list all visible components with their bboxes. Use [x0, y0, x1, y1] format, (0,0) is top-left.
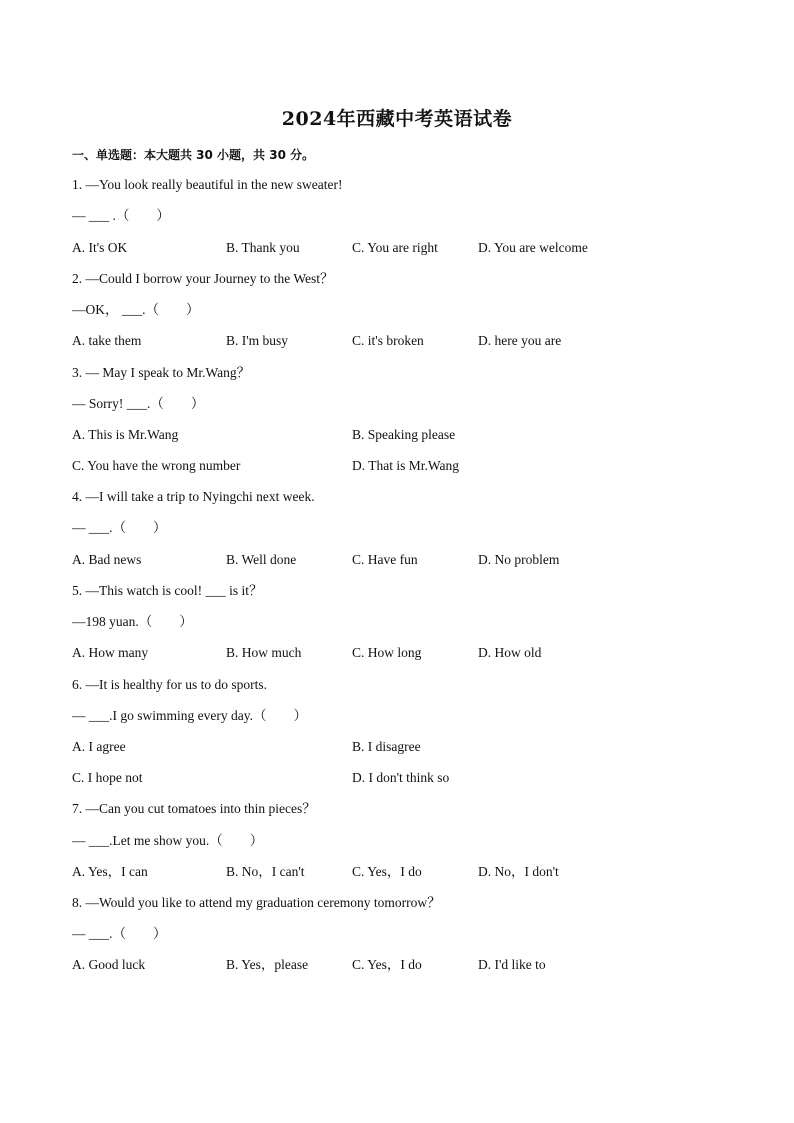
option-c: C. Yes，I do [352, 864, 422, 879]
section-heading: 一、单选题：本大题共 30 小题，共 30 分。 [72, 148, 315, 162]
question-stem: 4. —I will take a trip to Nyingchi next week. [72, 489, 315, 504]
option-b: B. Speaking please [352, 427, 456, 442]
question-reply: — ___ .（ ） [72, 208, 170, 223]
question-stem: 5. —This watch is cool! ___ is it？ [72, 583, 263, 598]
option-c: C. I hope not [72, 770, 143, 785]
option-a: A. It's OK [72, 240, 128, 255]
question-stem: 2. —Could I borrow your Journey to the West？ [72, 271, 334, 286]
question-stem: 1. —You look really beautiful in the new sweater! [72, 177, 343, 192]
option-b: B. Well done [226, 552, 297, 567]
option-b: B. Thank you [226, 240, 300, 255]
question-stem: 7. —Can you cut tomatoes into thin pieces？ [72, 801, 316, 816]
question-reply: —OK， ___.（ ） [72, 302, 200, 317]
option-b: B. I disagree [352, 739, 421, 754]
option-d: D. How old [478, 645, 542, 660]
option-b: B. Yes，please [226, 957, 309, 972]
page-title: 2024年西藏中考英语试卷 [281, 108, 513, 130]
option-c: C. Have fun [352, 552, 418, 567]
question-stem: 6. —It is healthy for us to do sports. [72, 677, 267, 692]
question-stem: 8. —Would you like to attend my graduation ceremony tomorrow？ [72, 895, 441, 910]
option-a: A. take them [72, 333, 142, 348]
option-c: C. Yes，I do [352, 957, 422, 972]
option-d: D. here you are [478, 333, 562, 348]
option-b: B. How much [226, 645, 302, 660]
option-a: A. Good luck [72, 957, 146, 972]
option-d: D. No problem [478, 552, 560, 567]
option-a: A. Bad news [72, 552, 142, 567]
question-reply: —198 yuan.（ ） [72, 614, 193, 629]
question-reply: — ___.（ ） [72, 926, 167, 941]
question-reply: — ___.Let me show you.（ ） [72, 833, 264, 848]
option-a: A. How many [72, 645, 149, 660]
option-b: B. I'm busy [226, 333, 289, 348]
option-a: A. I agree [72, 739, 126, 754]
option-d: D. That is Mr.Wang [352, 458, 460, 473]
question-reply: — Sorry! ___.（ ） [72, 396, 205, 411]
question-stem: 3. — May I speak to Mr.Wang？ [72, 365, 251, 380]
option-c: C. You have the wrong number [72, 458, 241, 473]
option-c: C. How long [352, 645, 422, 660]
option-d: D. I'd like to [478, 957, 546, 972]
option-a: A. This is Mr.Wang [72, 427, 179, 442]
option-d: D. You are welcome [478, 240, 588, 255]
option-d: D. No，I don't [478, 864, 559, 879]
question-reply: — ___.I go swimming every day.（ ） [72, 708, 307, 723]
option-d: D. I don't think so [352, 770, 450, 785]
option-a: A. Yes，I can [72, 864, 148, 879]
option-c: C. You are right [352, 240, 438, 255]
option-b: B. No，I can't [226, 864, 305, 879]
option-c: C. it's broken [352, 333, 424, 348]
question-reply: — ___.（ ） [72, 520, 167, 535]
